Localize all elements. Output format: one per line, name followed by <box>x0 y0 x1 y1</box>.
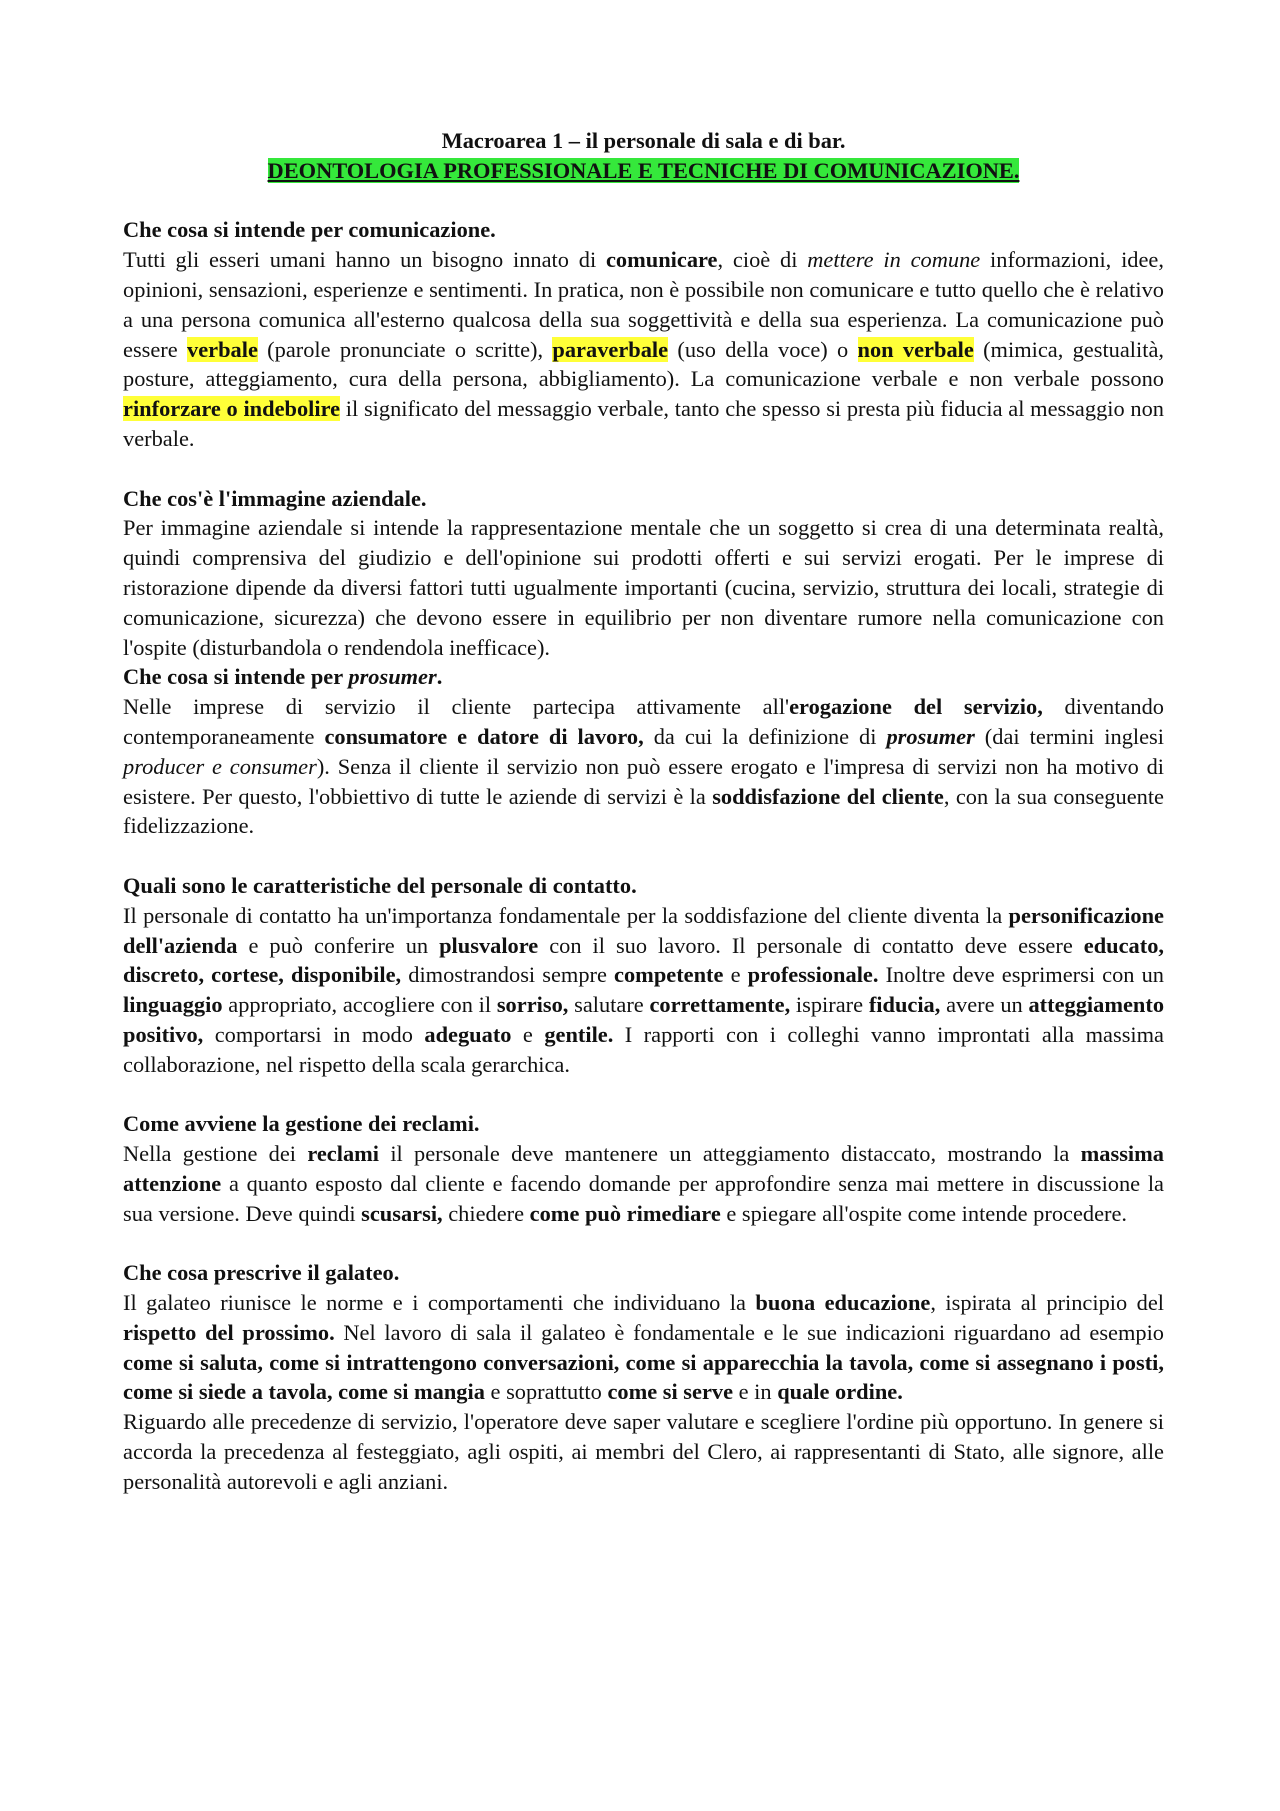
text-run: e <box>511 1021 545 1047</box>
text-run: I rapporti con i colleghi vanno improntati alla massima collaborazione, nel rispetto della scala gerarchica. <box>123 1021 1164 1077</box>
text-run: Che cosa si intende per <box>123 664 349 690</box>
text-run: appropriato, accogliere con il <box>222 992 497 1018</box>
text-run: Il personale di contatto ha un'importanza fondamentale per la soddisfazione del cliente diventa la <box>123 902 1009 928</box>
text-run: scusarsi, <box>361 1200 443 1226</box>
section-galateo <box>123 1258 1164 1496</box>
text-run: Che cosa si intende per comunicazione. <box>123 217 496 243</box>
spacer <box>123 1228 1164 1258</box>
text-run: (uso della voce) o <box>668 336 858 362</box>
document-title: Macroarea 1 – il personale di sala e di bar. <box>441 128 846 153</box>
section-paragraph <box>123 692 1164 841</box>
text-run: reclami <box>307 1141 380 1167</box>
section-paragraph <box>123 513 1164 662</box>
section-immagine-aziendale <box>123 484 1164 663</box>
text-run: e soprattutto <box>484 1379 608 1405</box>
text-run: prosumer <box>886 723 975 749</box>
text-run: Inoltre deve esprimersi con un <box>878 962 1164 988</box>
spacer <box>123 186 1164 216</box>
text-run: comunicare <box>605 247 718 273</box>
text-run: e in <box>733 1379 778 1405</box>
text-run: fiducia, <box>868 992 941 1018</box>
section-personale-contatto <box>123 871 1164 1080</box>
text-run: producer e consumer <box>123 753 317 779</box>
text-run: professionale. <box>747 962 879 988</box>
text-run: soddisfazione del cliente <box>712 783 944 809</box>
text-run: , con la sua conseguente fidelizzazione. <box>123 783 1164 839</box>
text-run: salutare <box>568 992 650 1018</box>
section-comunicazione <box>123 215 1164 453</box>
section-paragraph <box>123 245 1164 454</box>
text-run: diventando contemporaneamente <box>123 694 1164 749</box>
text-run: come si serve <box>607 1379 734 1405</box>
text-run: massima attenzione <box>123 1141 1164 1196</box>
text-run: (dai termini inglesi <box>974 723 1164 749</box>
text-run: e <box>723 962 748 988</box>
text-run: Quali sono le caratteristiche del personale di contatto. <box>123 872 637 898</box>
text-run: con il suo lavoro. Il personale di contatto deve essere <box>538 932 1084 958</box>
text-run: , ispirata al principio del <box>930 1290 1164 1316</box>
spacer <box>123 1080 1164 1110</box>
text-run: gentile. <box>544 1021 614 1047</box>
section-paragraph <box>123 1139 1164 1228</box>
text-run: plusvalore <box>439 932 539 958</box>
section-heading <box>123 484 1164 514</box>
section-paragraph <box>123 1288 1164 1407</box>
text-run: Che cos'è l'immagine aziendale. <box>123 485 427 511</box>
text-run: Il galateo riunisce le norme e i comportamenti che individuano la <box>123 1290 756 1316</box>
text-run: come può rimediare <box>529 1200 721 1226</box>
text-run: linguaggio <box>123 992 223 1018</box>
text-run: mettere in comune <box>807 247 981 273</box>
spacer <box>123 454 1164 484</box>
section-prosumer <box>123 662 1164 841</box>
text-run: buona educazione <box>755 1290 931 1316</box>
text-run: atteggiamento positivo, <box>123 992 1165 1047</box>
sections-container <box>123 215 1164 1496</box>
text-run: il significato del messaggio verbale, tanto che spesso si presta più fiducia al messaggio non verbale. <box>123 396 1164 451</box>
spacer <box>123 841 1164 871</box>
text-run: informazioni, idee, opinioni, sensazioni, esperienze e sentimenti. In pratica, non è possibile non comunicare e tutto quello che è relativo a una persona comunica all'esterno qualcosa della sua soggettività e della sua esperienza. La comunicazione può essere <box>123 247 1164 362</box>
text-run: personificazione dell'azienda <box>123 902 1164 958</box>
text-run: prosumer <box>348 664 437 690</box>
section-heading <box>123 1109 1164 1139</box>
text-run: consumatore e datore di lavoro, <box>324 723 644 749</box>
section-paragraph <box>123 1407 1164 1496</box>
text-run: sorriso, <box>496 992 569 1018</box>
text-run: non verbale <box>857 336 974 362</box>
section-reclami <box>123 1109 1164 1228</box>
text-run: Nel lavoro di sala il galateo è fondamentale e le sue indicazioni riguardano ad esempio <box>334 1319 1164 1345</box>
text-run: Come avviene la gestione dei reclami. <box>123 1111 480 1137</box>
text-run: ispirare <box>790 992 869 1018</box>
text-run: (parole pronunciate o scritte), <box>257 336 553 362</box>
text-run: quale ordine. <box>777 1379 903 1405</box>
text-run: Per immagine aziendale si intende la rappresentazione mentale che un soggetto si crea di una determinata realtà, quindi comprensiva del giudizio e dell'opinione sui prodotti offerti e sui servizi erogati. Per le imprese di ristorazione dipende da diversi fattori tutti ugualmente importanti (cucina, servizio, struttura dei locali, strategie di comunicazione, sicurezza) che devono essere in equilibrio per non diventare rumore nella comunicazione con l'ospite (disturbandola o rendendola inefficace). <box>123 515 1164 660</box>
text-run: (mimica, gestualità, posture, atteggiamento, cura della persona, abbigliamento). La comunicazione verbale e non verbale possono <box>123 336 1164 392</box>
text-run: rispetto del prossimo. <box>123 1319 335 1345</box>
text-run: . <box>436 664 443 690</box>
text-run: a quanto esposto dal cliente e facendo domande per approfondire senza mai mettere in discussione la sua versione. Deve quindi <box>123 1170 1164 1226</box>
section-paragraph <box>123 901 1164 1080</box>
text-run: chiedere <box>442 1200 530 1226</box>
text-run: educato, discreto, cortese, disponibile, <box>123 932 1164 988</box>
text-run: comportarsi in modo <box>203 1021 425 1047</box>
text-run: competente <box>614 962 724 988</box>
text-run: da cui la definizione di <box>643 723 887 749</box>
section-heading <box>123 1258 1164 1288</box>
text-run: rinforzare o indebolire <box>123 396 341 422</box>
text-run: ). Senza il cliente il servizio non può essere erogato e l'impresa di servizi non ha motivo di esistere. Per questo, l'obbiettivo di tutte le aziende di servizi è la <box>123 753 1164 809</box>
text-run: Nelle imprese di servizio il cliente partecipa attivamente all' <box>123 694 790 720</box>
text-run: verbale <box>187 336 258 362</box>
text-run: Tutti gli esseri umani hanno un bisogno innato di <box>123 247 606 273</box>
text-run: il personale deve mantenere un atteggiamento distaccato, mostrando la <box>379 1141 1081 1167</box>
text-run: avere un <box>940 992 1029 1018</box>
section-heading <box>123 662 1164 692</box>
text-run: Che cosa prescrive il galateo. <box>123 1260 400 1286</box>
document-body <box>123 126 1164 1497</box>
text-run: erogazione del servizio, <box>789 694 1043 720</box>
text-run: paraverbale <box>552 336 669 362</box>
text-run: correttamente, <box>649 992 791 1018</box>
section-heading <box>123 215 1164 245</box>
text-run: come si saluta, come si intrattengono conversazioni, come si apparecchia la tavola, come si assegnano i posti, come si siede a tavola, come si mangia <box>123 1349 1164 1405</box>
text-run: Riguardo alle precedenze di servizio, l'operatore deve saper valutare e scegliere l'ordine più opportuno. In genere si accorda la precedenza al festeggiato, agli ospiti, ai membri del Clero, ai rappresentanti di Stato, alle signore, alle personalità autorevoli e agli anziani. <box>123 1409 1164 1494</box>
text-run: e può conferire un <box>237 932 440 958</box>
text-run: e spiegare all'ospite come intende procedere. <box>720 1200 1128 1226</box>
document-subtitle <box>123 156 1164 186</box>
text-run: dimostrandosi sempre <box>401 962 615 988</box>
text-run: Nella gestione dei <box>123 1141 308 1167</box>
section-heading <box>123 871 1164 901</box>
text-run: , cioè di <box>717 247 808 273</box>
text-run: adeguato <box>424 1021 512 1047</box>
document-subtitle-text: DEONTOLOGIA PROFESSIONALE E TECNICHE DI COMUNICAZIONE. <box>267 157 1020 183</box>
